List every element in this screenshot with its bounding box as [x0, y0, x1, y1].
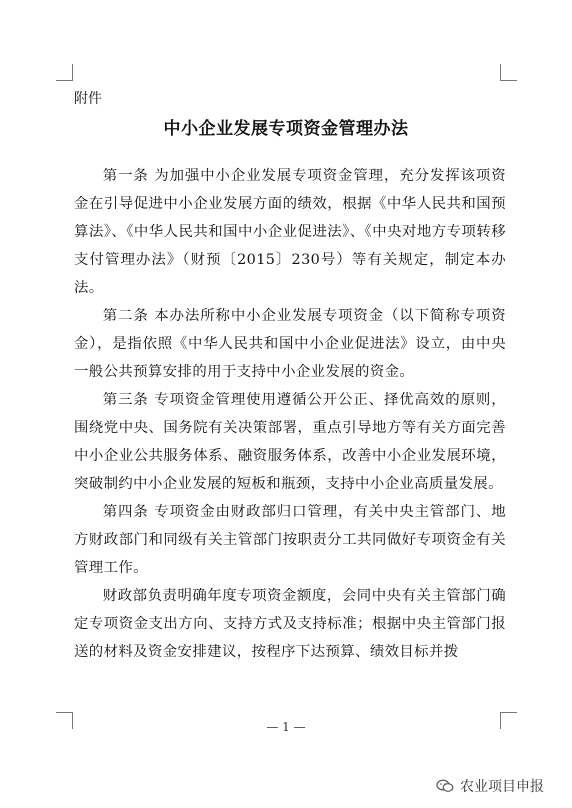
document-title: 中小企业发展专项资金管理办法: [163, 119, 409, 139]
article-number: 第一条: [102, 168, 149, 184]
article-text: 专项资金管理使用遵循公开公正、择优高效的原则，围绕党中央、国务院有关决策部署，重点引导地方等有关方面完善中小企业公共服务体系、融资服务体系，改善中小企业发展环境，突破制约中小企业发展的短板和瓶颈，支持中小企业高质量发展。: [74, 392, 506, 492]
article-text: 为加强中小企业发展专项资金管理，充分发挥该项资金在引导促进中小企业发展方面的绩效，根据《中华人民共和国预算法》、《中华人民共和国中小企业促进法》、《中央对地方专项转移支付管理办法》（财预〔2015〕230号）等有关规定，制定本办法。: [74, 168, 506, 296]
document-body: [74, 162, 506, 666]
page-number: — 1 —: [266, 720, 306, 734]
watermark-label: 农业项目申报: [460, 779, 544, 795]
article-text: 本办法所称中小企业发展专项资金（以下简称专项资金），是指依照《中华人民共和国中小企业促进法》设立，由中央一般公共预算安排的用于支持中小企业发展的资金。: [74, 308, 506, 380]
wechat-icon: [436, 779, 454, 793]
article-text: 专项资金由财政部归口管理，有关中央主管部门、地方财政部门和同级有关主管部门按职责分工共同做好专项资金有关管理工作。: [74, 504, 506, 576]
article-paragraph-3: [74, 386, 506, 498]
article-paragraph-4: [74, 498, 506, 582]
body-paragraph-5: [74, 582, 506, 666]
crop-mark-top-right: [500, 64, 517, 81]
article-paragraph-1: [74, 162, 506, 302]
article-paragraph-2: [74, 302, 506, 386]
article-number: 第三条: [102, 392, 149, 408]
paragraph-text: 财政部负责明确年度专项资金额度，会同中央有关主管部门确定专项资金支出方向、支持方式及支持标准；根据中央主管部门报送的材料及资金安排建议，按程序下达预算、绩效目标并拨: [74, 588, 506, 660]
article-number: 第四条: [102, 504, 149, 520]
article-number: 第二条: [102, 308, 149, 324]
attachment-label: 附件: [74, 91, 102, 107]
crop-mark-top-left: [56, 64, 73, 81]
account-watermark: [436, 776, 544, 796]
